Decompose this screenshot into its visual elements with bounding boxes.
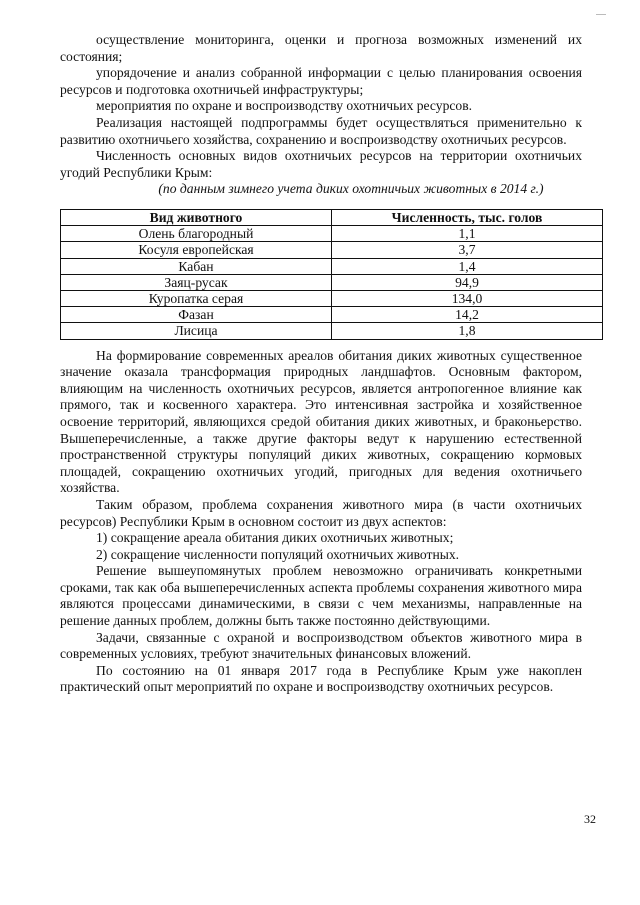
paragraph: осуществление мониторинга, оценки и прогноза возможных изменений их состояния;: [60, 32, 582, 64]
paragraph: мероприятия по охране и воспроизводству охотничьих ресурсов.: [96, 98, 473, 114]
species-cell: Косуля европейская: [61, 242, 332, 258]
list-item: 1) сокращение ареала обитания диких охотничьих животных;: [96, 530, 454, 546]
table-row: [61, 307, 603, 323]
paragraph: Численность основных видов охотничьих ресурсов на территории охотничьих угодий Республики Крым:: [60, 148, 582, 180]
species-cell: Кабан: [61, 258, 332, 274]
list-item: 2) сокращение численности популяций охотничьих животных.: [96, 546, 460, 562]
table-row: [61, 290, 603, 306]
count-cell: 94,9: [332, 274, 603, 290]
column-header-species: Вид животного: [61, 209, 332, 225]
table-row: [61, 323, 603, 339]
count-cell: 3,7: [332, 242, 603, 258]
paragraph: Реализация настоящей подпрограммы будет осуществляться применительно к развитию охотничьего хозяйства, сохранению и воспроизводству охотничьих ресурсов.: [60, 114, 582, 147]
paragraph: Решение вышеупомянутых проблем невозможно ограничивать конкретными сроками, так как оба вышеперечисленных аспекта проблемы сохранения животного мира являются процессами динамическими, в связи с чем механизмы, направленные на решение данных проблем, должны быть также постоянно действующими.: [60, 563, 582, 629]
table-row: [61, 274, 603, 290]
paragraph: упорядочение и анализ собранной информации с целью планирования освоения ресурсов и подготовка охотничьей инфраструктуры;: [60, 65, 582, 97]
count-cell: 14,2: [332, 307, 603, 323]
count-cell: 1,8: [332, 323, 603, 339]
paragraph: Таким образом, проблема сохранения животного мира (в части охотничьих ресурсов) Республики Крым в основном состоит из двух аспектов:: [60, 496, 582, 529]
page-number: 32: [584, 812, 596, 826]
table-row: [61, 242, 603, 258]
species-cell: Куропатка серая: [61, 290, 332, 306]
table-row: [61, 226, 603, 242]
species-cell: Лисица: [61, 323, 332, 339]
paragraph: Задачи, связанные с охраной и воспроизводством объектов животного мира в современных условиях, требуют значительных финансовых вложений.: [60, 629, 582, 662]
species-cell: Фазан: [61, 307, 332, 323]
species-cell: Заяц-русак: [61, 274, 332, 290]
count-cell: 1,4: [332, 258, 603, 274]
scan-mark: [596, 14, 606, 15]
column-header-count: Численность, тыс. голов: [332, 209, 603, 225]
species-cell: Олень благородный: [61, 226, 332, 242]
paragraph: По состоянию на 01 января 2017 года в Республике Крым уже накоплен практический опыт мероприятий по охране и воспроизводству охотничьих ресурсов.: [60, 662, 582, 695]
animal-count-table: [60, 209, 603, 340]
table-caption: (по данным зимнего учета диких охотничьих животных в 2014 г.): [158, 181, 544, 197]
count-cell: 1,1: [332, 226, 603, 242]
body-text: [60, 32, 582, 696]
count-cell: 134,0: [332, 290, 603, 306]
paragraph: На формирование современных ареалов обитания диких животных существенное значение оказала трансформация природных ландшафтов. Основным фактором, влияющим на численность охотничьих ресурсов, является антропогенное влияние как прямого, так и косвенного характера. Это интенсивная застройка и хозяйственное освоение территорий, являющихся средой обитания диких животных, и браконьерство. Вышеперечисленные, а также другие факторы ведут к нарушению естественной пространственной структуры популяций диких животных, сокращению кормовых площадей, сокращению охотничьих угодий, пригодных для ведения охотничьего хозяйства.: [60, 347, 582, 496]
table-header-row: [61, 209, 603, 225]
table-row: [61, 258, 603, 274]
